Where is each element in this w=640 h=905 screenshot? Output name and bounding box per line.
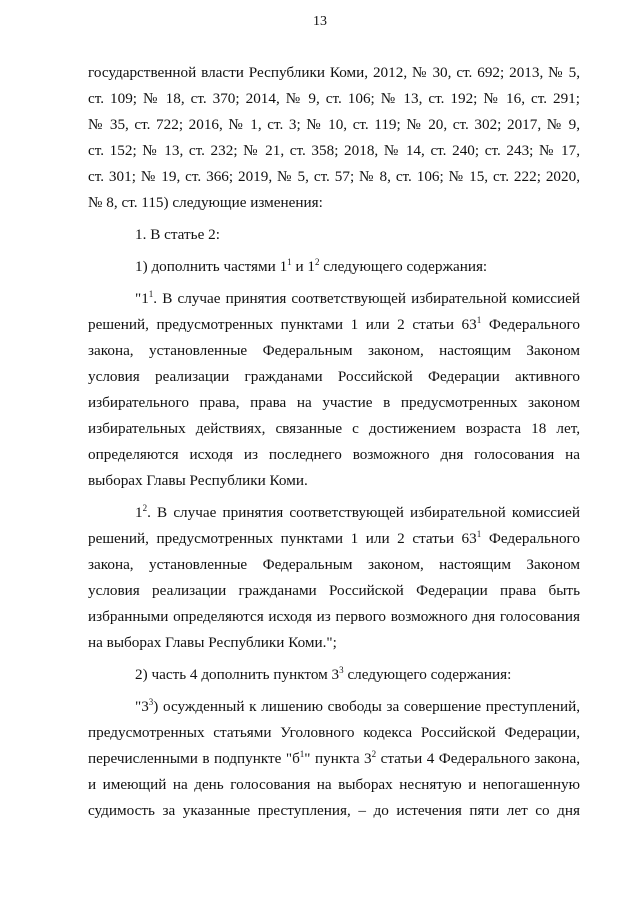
text-line: № 8, ст. 115) следующие изменения: <box>88 194 323 211</box>
text-line <box>88 526 580 552</box>
text-line: и имеющий на день голосования на выборах неснятую и непогашенную <box>88 776 580 793</box>
superscript: 1 <box>476 529 482 539</box>
line-text: ) осужденный к лишению свободы за совершение преступлений, <box>153 698 580 715</box>
part-1-2-paragraph <box>88 500 580 656</box>
line-text: Федерального <box>481 530 580 547</box>
text-line <box>88 500 580 526</box>
text-line: предусмотренных статьями Уголовного кодекса Российской Федерации, <box>88 724 580 741</box>
superscript: 1 <box>476 315 482 325</box>
text-line <box>88 286 580 312</box>
text-line: условия реализации гражданами Российской Федерации права быть <box>88 582 580 599</box>
text-line: государственной власти Республики Коми, 2012, № 30, ст. 692; 2013, № 5, <box>88 64 580 81</box>
text-line <box>88 746 580 772</box>
text-line: выборах Главы Республики Коми. <box>88 472 308 489</box>
subitem-2-text: следующего содержания: <box>343 666 512 683</box>
line-text: решений, предусмотренных пунктами 1 или 2 статьи 63 <box>88 316 477 333</box>
text-line: избирательных действиях, связанные с достижением возраста 18 лет, <box>88 420 580 437</box>
text-line: закона, установленные Федеральным законом, настоящим Законом <box>88 342 580 359</box>
superscript: 2 <box>315 257 320 267</box>
line-text: . В случае принятия соответствующей избирательной комиссией <box>147 504 580 521</box>
line-text: перечисленными в подпункте "б <box>88 750 300 767</box>
text-line: закона, установленные Федеральным законом, настоящим Законом <box>88 556 580 573</box>
text-line: избирательного права, права на участие в предусмотренных законом <box>88 394 580 411</box>
text-line: условия реализации гражданами Российской Федерации активного <box>88 368 580 385</box>
superscript: 1 <box>299 749 305 759</box>
superscript: 3 <box>148 697 154 707</box>
superscript: 3 <box>339 665 344 675</box>
text-line: ст. 152; № 13, ст. 232; № 21, ст. 358; 2018, № 14, ст. 240; ст. 243; № 17, <box>88 142 580 159</box>
superscript: 2 <box>371 749 377 759</box>
line-text: Федерального <box>481 316 580 333</box>
line-text: статьи 4 Федерального закона, <box>376 750 580 767</box>
text-line: ст. 301; № 19, ст. 366; 2019, № 5, ст. 57; № 8, ст. 106; № 15, ст. 222; 2020, <box>88 168 580 185</box>
subitem-2-text: 2) часть 4 дополнить пунктом 3 <box>135 666 340 683</box>
subitem-2 <box>88 662 580 688</box>
line-text: " пункта 3 <box>304 750 372 767</box>
text-line: ст. 109; № 18, ст. 370; 2014, № 9, ст. 106; № 13, ст. 192; № 16, ст. 291; <box>88 90 580 107</box>
part-number: 1 <box>135 504 143 521</box>
intro-paragraph <box>88 60 580 216</box>
quote-start: "3 <box>135 698 149 715</box>
line-text: . В случае принятия соответствующей избирательной комиссией <box>153 290 580 307</box>
subitem-1-text: 1) дополнить частями 1 <box>135 258 288 275</box>
superscript: 1 <box>287 257 292 267</box>
subitem-1-text: следующего содержания: <box>319 258 488 275</box>
text-line: на выборах Главы Республики Коми."; <box>88 634 337 651</box>
superscript: 2 <box>142 503 148 513</box>
line-text: решений, предусмотренных пунктами 1 или 2 статьи 63 <box>88 530 477 547</box>
point-3-3-paragraph <box>88 694 580 824</box>
quote-start: "1 <box>135 290 149 307</box>
text-line: определяются исходя из последнего возможного дня голосования на <box>88 446 580 463</box>
subitem-1 <box>88 254 580 280</box>
document-body <box>88 60 580 824</box>
text-line <box>88 694 580 720</box>
subitem-1-text: и 1 <box>291 258 315 275</box>
text-line: избранными определяются исходя из первого возможного дня голосования <box>88 608 580 625</box>
text-line: № 35, ст. 722; 2016, № 1, ст. 3; № 10, ст. 119; № 20, ст. 302; 2017, № 9, <box>88 116 580 133</box>
item-1-heading: 1. В статье 2: <box>135 226 220 243</box>
part-1-1-paragraph <box>88 286 580 494</box>
text-line: судимость за указанные преступления, – до истечения пяти лет со дня <box>88 802 580 819</box>
page-number: 13 <box>313 14 327 29</box>
superscript: 1 <box>148 289 154 299</box>
text-line <box>88 312 580 338</box>
